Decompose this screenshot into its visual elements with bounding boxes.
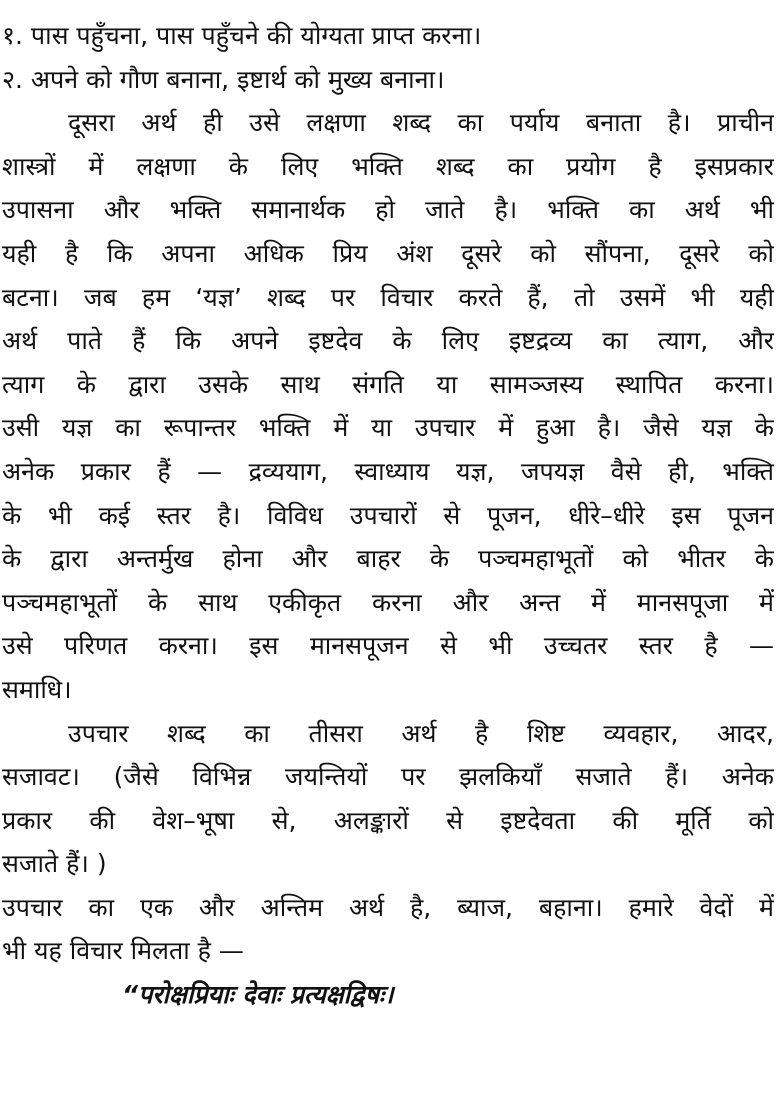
text-line: बटना। जब हम ‘यज्ञ’ शब्द पर विचार करते हैं, तो उसमें भी यही [2, 282, 774, 312]
text-line: समाधि। [2, 674, 72, 704]
text-line: के द्वारा अन्तर्मुख होना और बाहर के पञ्चमहाभूतों को भीतर के [2, 544, 774, 574]
text-line: भी यह विचार मिलता है — [2, 936, 244, 966]
text-line: उपचार शब्द का तीसरा अर्थ है शिष्ट व्यवहार, आदर, [68, 718, 774, 748]
text-line: के भी कई स्तर है। विविध उपचारों से पूजन, धीरे–धीरे इस पूजन [2, 500, 774, 530]
text-line: यही है कि अपना अधिक प्रिय अंश दूसरे को सौंपना, दूसरे को [2, 238, 774, 268]
quotation-line: “परोक्षप्रियाः देवाः प्रत्यक्षद्विषः। [122, 980, 394, 1010]
text-line: उसी यज्ञ का रूपान्तर भक्ति में या उपचार में हुआ है। जैसे यज्ञ के [2, 413, 774, 443]
text-line: सजाते हैं। ) [2, 849, 107, 879]
text-line: त्याग के द्वारा उसके साथ संगति या सामञ्जस्य स्थापित करना। [2, 369, 774, 399]
text-line: उपासना और भक्ति समानार्थक हो जाते है। भक्ति का अर्थ भी [2, 195, 774, 225]
text-line: अनेक प्रकार हैं — द्रव्ययाग, स्वाध्याय यज्ञ, जपयज्ञ वैसे ही, भक्ति [2, 456, 774, 486]
text-line: सजावट। (जैसे विभिन्न जयन्तियों पर झलकियाँ सजाते हैं। अनेक [2, 762, 774, 792]
text-line: उपचार का एक और अन्तिम अर्थ है, ब्याज, बहाना। हमारे वेदों में [2, 892, 774, 922]
text-line: २. अपने को गौण बनाना, इष्टार्थ को मुख्य बनाना। [2, 64, 445, 94]
text-line: पञ्चमहाभूतों के साथ एकीकृत करना और अन्त में मानसपूजा में [2, 587, 774, 617]
text-line: १. पास पहुँचना, पास पहुँचने की योग्यता प्राप्त करना। [2, 21, 482, 50]
text-line: उसे परिणत करना। इस मानसपूजन से भी उच्चतर स्तर है — [2, 631, 774, 661]
text-line: प्रकार की वेश–भूषा से, अलङ्कारों से इष्टदेवता की मूर्ति को [2, 805, 774, 835]
text-line: दूसरा अर्थ ही उसे लक्षणा शब्द का पर्याय बनाता है। प्राचीन [68, 108, 774, 138]
text-line: अर्थ पाते हैं कि अपने इष्टदेव के लिए इष्टद्रव्य का त्याग, और [2, 326, 774, 356]
text-line: शास्त्रों में लक्षणा के लिए भक्ति शब्द का प्रयोग है इसप्रकार [2, 151, 774, 181]
